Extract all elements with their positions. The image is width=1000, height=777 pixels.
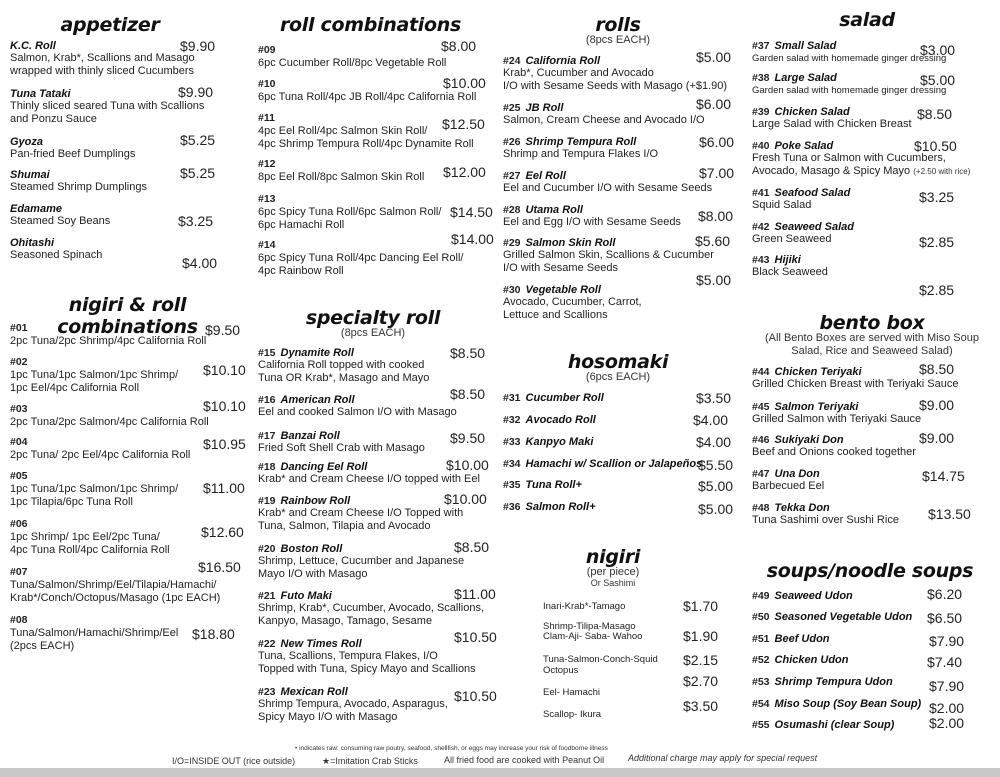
price: $4.00 — [693, 412, 729, 428]
menu-item: #23 Mexican Roll Shrimp Tempura, Avocado, Asparagus, Spicy Mayo I/O with Masago $10.50 — [258, 686, 497, 723]
menu-item: #34 Hamachi w/ Scallion or Jalapeños $5.50 — [503, 457, 734, 473]
menu-item: #51 Beef Udon $7.90 — [752, 633, 965, 649]
price: $10.50 — [914, 138, 957, 154]
menu-item: #15 Dynamite Roll California Roll topped with cooked Tuna OR Krab*, Masago and Mayo $8.50 — [258, 345, 486, 384]
menu-item: #36 Salmon Roll+ $5.00 — [503, 501, 734, 517]
menu-item: #08 Tuna/Salmon/Hamachi/Shrimp/Eel (2pcs EACH) $18.80 — [10, 614, 235, 652]
menu-item: #48 Tekka Don Tuna Sashimi over Sushi Rice $13.50 — [752, 502, 971, 526]
price: $8.00 — [441, 38, 477, 54]
section-subtitle: (per piece) — [586, 566, 640, 578]
price: $9.90 — [180, 38, 216, 54]
menu-item: #55 Osumashi (clear Soup) $2.00 — [752, 715, 965, 731]
price: $7.90 — [929, 633, 965, 649]
price: $3.00 — [920, 42, 956, 58]
menu-item: #14 6pc Spicy Tuna Roll/4pc Dancing Eel Roll/ 4pc Rainbow Roll $14.00 — [258, 231, 494, 277]
section-title-appetizer: appetizer — [60, 14, 160, 36]
price: $10.50 — [454, 688, 497, 704]
bottom-edge — [0, 768, 1000, 777]
price: $5.25 — [180, 132, 216, 148]
price: $4.00 — [182, 255, 218, 271]
menu-item: Tuna-Salmon-Conch-Squid Octopus $2.15 — [543, 652, 719, 676]
price: $8.50 — [450, 386, 486, 402]
menu-item: Eel- Hamachi $2.70 — [543, 673, 719, 698]
price: $5.50 — [698, 457, 734, 473]
section-subtitle: (6pcs EACH) — [585, 371, 651, 383]
menu-item: #52 Chicken Udon $7.40 — [752, 654, 963, 670]
menu-item: #26 Shrimp Tempura Roll Shrimp and Tempura Flakes I/O $6.00 — [503, 134, 735, 160]
price: $2.15 — [683, 652, 719, 668]
price: $7.40 — [927, 654, 963, 670]
menu-item: #42 Seaweed Salad Green Seaweed $2.85 — [752, 221, 955, 250]
io-note: I/O=INSIDE OUT (rice outside) — [172, 756, 296, 766]
price: $1.90 — [683, 628, 719, 644]
section-subtitle: (All Bento Boxes are served with Miso Soup — [765, 332, 979, 344]
menu-item: #45 Salmon Teriyaki Grilled Salmon with Teriyaki Sauce $9.00 — [752, 397, 955, 425]
price: $7.90 — [929, 678, 965, 694]
price: $3.50 — [696, 390, 732, 406]
menu-item: #29 Salmon Skin Roll Grilled Salmon Skin, Scallions & Cucumber I/O with Sesame Seeds $5.60 — [503, 233, 731, 274]
menu-item: #43 Hijiki Black Seaweed $2.85 — [752, 254, 955, 298]
menu-item: #25 JB Roll Salmon, Cream Cheese and Avocado I/O $6.00 — [503, 96, 732, 126]
menu-item: #17 Banzai Roll Fried Soft Shell Crab with Masago $9.50 — [258, 430, 486, 454]
price: $16.50 — [198, 559, 241, 575]
price: $9.50 — [205, 322, 241, 338]
menu-item: #19 Rainbow Roll Krab* and Cream Cheese I/O Topped with Tuna, Salmon, Tilapia and Avocado $10.00 — [258, 491, 487, 532]
price: $5.00 — [696, 272, 732, 288]
section-subtitle: (8pcs EACH) — [340, 327, 406, 339]
price: $12.50 — [442, 116, 485, 132]
price: $2.00 — [929, 700, 965, 716]
raw-warning: • indicates raw: consuming raw poutry, seafood, shellfish, or eggs may increase your risk of foodborne illness — [295, 745, 608, 752]
menu-item: K.C. Roll Salmon, Krab*, Scallions and Masago wrapped with thinly sliced Cucumbers $9.90 — [10, 38, 216, 77]
menu-item: Tuna Tataki Thinly sliced seared Tuna with Scallions and Ponzu Sauce $9.90 — [10, 84, 214, 125]
price: $2.70 — [683, 673, 719, 689]
price: $5.00 — [920, 72, 956, 88]
price: $10.00 — [443, 75, 486, 91]
price: $8.50 — [454, 539, 490, 555]
menu-item: #11 4pc Eel Roll/4pc Salmon Skin Roll/ 4pc Shrimp Tempura Roll/4pc Dynamite Roll $12.50 — [258, 112, 485, 150]
menu-item: #20 Boston Roll Shrimp, Lettuce, Cucumber and Japanese Mayo I/O with Masago $8.50 — [258, 539, 490, 580]
menu-item: #38 Large Salad Garden salad with homemade ginger dressing $5.00 — [752, 72, 956, 96]
section-title-hosomaki: hosomaki — [567, 351, 669, 373]
section-title-soups: soups/noodle soups — [766, 560, 974, 582]
price: $11.00 — [203, 480, 245, 496]
menu-item: Gyoza Pan-fried Beef Dumplings $5.25 — [10, 132, 216, 160]
price: $2.85 — [919, 234, 955, 250]
price: $14.50 — [450, 204, 493, 220]
menu-item: #12 8pc Eel Roll/8pc Salmon Skin Roll $12.00 — [258, 158, 486, 183]
menu-item: #39 Chicken Salad Large Salad with Chicken Breast $8.50 — [752, 106, 953, 130]
price: $18.80 — [192, 626, 235, 642]
menu-item: Scallop- Ikura $3.50 — [543, 698, 719, 720]
column-1 — [10, 0, 250, 777]
menu-item: #03 2pc Tuna/2pc Salmon/4pc California Roll $10.10 — [10, 398, 246, 428]
price: $2.85 — [919, 282, 955, 298]
price: $10.00 — [444, 491, 487, 507]
price: $9.90 — [178, 84, 214, 100]
menu-item: #31 Cucumber Roll $3.50 — [503, 390, 732, 406]
section-subtitle: Salad, Rice and Seaweed Salad) — [791, 345, 953, 357]
price: $12.00 — [443, 164, 486, 180]
section-title-roll-combinations: roll combinations — [279, 14, 462, 36]
menu-item: #24 California Roll Krab*, Cucumber and Avocado I/O with Sesame Seeds with Masago (+$1.90) $5.00 — [503, 49, 732, 92]
menu-item: #35 Tuna Roll+ $5.00 — [503, 478, 734, 494]
menu-item: #06 1pc Shrimp/ 1pc Eel/2pc Tuna/ 4pc Tuna Roll/4pc California Roll $12.60 — [10, 518, 244, 556]
price: $10.10 — [203, 362, 246, 378]
section-title-bento-box: bento box — [819, 312, 925, 334]
menu-item: #50 Seasoned Vegetable Udon $6.50 — [752, 610, 963, 626]
menu-item: #05 1pc Tuna/1pc Salmon/1pc Shrimp/ 1pc Tilapia/6pc Tuna Roll $11.00 — [10, 470, 245, 508]
price: $4.00 — [696, 434, 732, 450]
price: $6.50 — [927, 610, 963, 626]
menu-item: #21 Futo Maki Shrimp, Krab*, Cucumber, Avocado, Scallions, Kanpyo, Masago, Tamago, Sesame $11.00 — [258, 586, 496, 627]
price: $3.50 — [683, 698, 719, 714]
price: $7.00 — [699, 165, 735, 181]
menu-item: #40 Poke Salad Fresh Tuna or Salmon with Cucumbers, Avocado, Masago & Spicy Mayo (+2.50 with rice) $10.50 — [752, 138, 971, 177]
menu-item: Shumai Steamed Shrimp Dumplings $5.25 — [10, 165, 216, 193]
menu-item: #54 Miso Soup (Soy Bean Soup) $2.00 — [752, 698, 965, 716]
menu-item: Shrimp-Tilipa-Masago Clam-Aji- Saba- Wahoo $1.90 — [543, 621, 719, 644]
menu-item: #41 Seafood Salad Squid Salad $3.25 — [752, 187, 955, 211]
menu-item: Edamame Steamed Soy Beans $3.25 — [10, 203, 214, 229]
peanut-note: All fried food are cooked with Peanut Oil — [444, 755, 605, 765]
price: $9.00 — [919, 397, 955, 413]
price: $5.00 — [696, 49, 732, 65]
menu-item: #46 Sukiyaki Don Beef and Onions cooked together $9.00 — [752, 430, 955, 458]
menu-item: #32 Avocado Roll $4.00 — [503, 412, 729, 428]
price: $6.00 — [696, 96, 732, 112]
menu-item: #07 Tuna/Salmon/Shrimp/Eel/Tilapia/Hamachi/ Krab*/Conch/Octopus/Masago (1pc EACH) $16.50 — [10, 559, 241, 604]
menu-item: #04 2pc Tuna/ 2pc Eel/4pc California Roll $10.95 — [10, 436, 246, 461]
column-2 — [258, 0, 498, 777]
price: $9.50 — [450, 430, 486, 446]
menu-item: #53 Shrimp Tempura Udon $7.90 — [752, 676, 965, 694]
section-title-nigiri: nigiri — [585, 546, 641, 568]
price: $5.60 — [695, 233, 731, 249]
menu-item: #13 6pc Spicy Tuna Roll/6pc Salmon Roll/ 6pc Hamachi Roll $14.50 — [258, 193, 493, 231]
price: $3.25 — [178, 213, 214, 229]
section-subtitle: (8pcs EACH) — [585, 34, 651, 46]
menu-item: #01 2pc Tuna/2pc Shrimp/4pc California Roll $9.50 — [10, 322, 241, 347]
price: $5.00 — [698, 501, 734, 517]
price: $5.25 — [180, 165, 216, 181]
price: $2.00 — [929, 715, 965, 731]
price: $8.50 — [450, 345, 486, 361]
menu-item: #10 6pc Tuna Roll/4pc JB Roll/4pc California Roll $10.00 — [258, 75, 486, 103]
menu-item: #49 Seaweed Udon $6.20 — [752, 586, 963, 602]
menu-item: #27 Eel Roll Eel and Cucumber I/O with Sesame Seeds $7.00 — [503, 165, 735, 194]
price: $6.20 — [927, 586, 963, 602]
price: $11.00 — [454, 586, 496, 602]
price: $10.50 — [454, 629, 497, 645]
price: $8.00 — [698, 208, 734, 224]
menu-item: #33 Kanpyo Maki $4.00 — [503, 434, 732, 450]
menu-item: Inari-Krab*-Tamago $1.70 — [543, 598, 719, 614]
price: $1.70 — [683, 598, 719, 614]
section-title-specialty-roll: specialty roll — [305, 307, 441, 329]
menu-item: #47 Una Don Barbecued Eel $14.75 — [752, 468, 965, 492]
price: $14.75 — [922, 468, 965, 484]
section-title-salad: salad — [839, 9, 895, 31]
krab-note: ★=Imitation Crab Sticks — [322, 756, 418, 766]
column-3 — [503, 0, 743, 777]
menu-item: #30 Vegetable Roll Avocado, Cucumber, Carrot, Lettuce and Scallions $5.00 — [503, 272, 732, 321]
section-title-rolls: rolls — [595, 14, 641, 36]
price: $3.25 — [919, 189, 955, 205]
menu-item: #22 New Times Roll Tuna, Scallions, Tempura Flakes, I/O Topped with Tuna, Spicy Mayo and Scallions $10.50 — [258, 629, 497, 675]
price: $12.60 — [201, 524, 244, 540]
menu-item: #09 6pc Cucumber Roll/8pc Vegetable Roll $8.00 — [258, 38, 477, 69]
price: $6.00 — [699, 134, 735, 150]
price: $8.50 — [917, 106, 953, 122]
price: $5.00 — [698, 478, 734, 494]
section-title-nigiri-roll-combinations: nigiri & roll combinations — [57, 294, 198, 338]
price: $10.10 — [203, 398, 246, 414]
section-subtitle-sashimi: Or Sashimi — [590, 578, 636, 588]
column-4 — [752, 0, 1000, 777]
menu-item: #28 Utama Roll Eel and Egg I/O with Sesame Seeds $8.00 — [503, 204, 734, 228]
menu-item: Ohitashi Seasoned Spinach $4.00 — [10, 237, 218, 271]
menu-item: #02 1pc Tuna/1pc Salmon/1pc Shrimp/ 1pc Eel/4pc California Roll $10.10 — [10, 356, 246, 394]
menu-item: #18 Dancing Eel Roll Krab* and Cream Cheese I/O topped with Eel $10.00 — [258, 457, 489, 485]
price: $10.95 — [203, 436, 246, 452]
menu-item: #44 Chicken Teriyaki Grilled Chicken Breast with Teriyaki Sauce $8.50 — [752, 361, 959, 390]
price: $9.00 — [919, 430, 955, 446]
price: $14.00 — [451, 231, 494, 247]
menu-item: #37 Small Salad Garden salad with homemade ginger dressing $3.00 — [752, 40, 956, 64]
charge-note: Additional charge may apply for special request — [628, 753, 818, 763]
price: $8.50 — [919, 361, 955, 377]
price: $10.00 — [446, 457, 489, 473]
menu-item: #16 American Roll Eel and cooked Salmon I/O with Masago $8.50 — [258, 386, 486, 418]
price: $13.50 — [928, 506, 971, 522]
